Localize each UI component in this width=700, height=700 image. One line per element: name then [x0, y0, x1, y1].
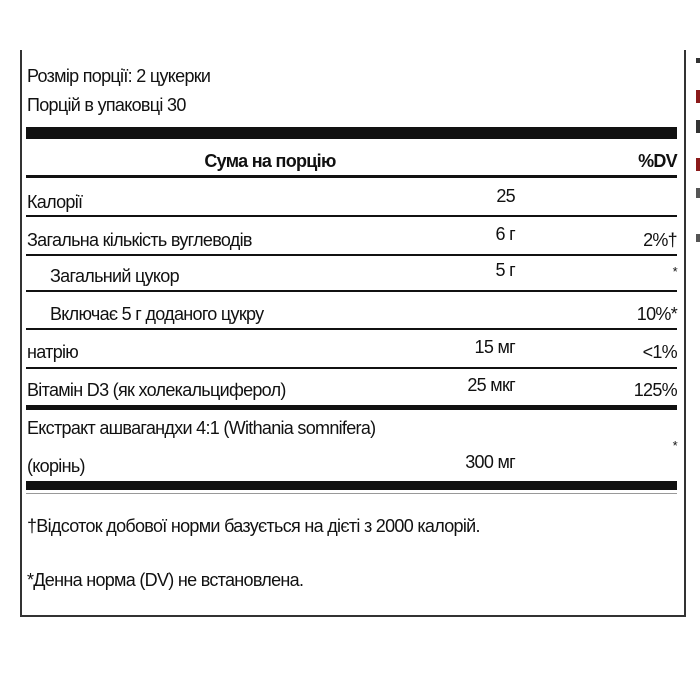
row-name: Калорії	[27, 192, 83, 212]
row-amount: 25 мкг	[467, 375, 515, 395]
row-dv: *	[672, 264, 677, 279]
footnote-dv-basis: †Відсоток добової норми базується на дієті з 2000 калорій.	[27, 516, 480, 536]
thick-divider	[26, 481, 677, 490]
row-name: Загальна кількість вуглеводів	[27, 230, 252, 250]
row-name: натрію	[27, 342, 79, 362]
servings-per-container: Порцій в упаковці 30	[27, 95, 186, 115]
cropped-text-fragment	[696, 188, 700, 198]
row-name: Включає 5 г доданого цукру	[50, 304, 264, 324]
row-amount: 25	[496, 186, 515, 206]
cropped-text-fragment	[696, 90, 700, 103]
cropped-text-fragment	[696, 158, 700, 171]
row-name: Вітамін D3 (як холекальциферол)	[27, 380, 286, 400]
row-dv: 125%	[633, 380, 677, 400]
cropped-text-fragment	[696, 234, 700, 242]
row-divider	[26, 215, 677, 217]
row-divider	[26, 367, 677, 369]
extract-name: Екстракт ашвагандхи 4:1 (Withania somnifera)	[27, 418, 376, 438]
extract-dv: *	[672, 438, 677, 453]
row-divider	[26, 254, 677, 256]
dv-header: %DV	[638, 151, 677, 171]
extract-name-line2: (корінь)	[27, 456, 85, 476]
row-divider	[26, 328, 677, 330]
serving-size: Розмір порції: 2 цукерки	[27, 66, 211, 86]
row-dv: 10%*	[636, 304, 677, 324]
extract-amount: 300 мг	[465, 452, 515, 472]
thick-divider	[26, 405, 677, 410]
row-amount: 5 г	[495, 260, 515, 280]
thick-divider	[26, 127, 677, 139]
cropped-text-fragment	[696, 58, 700, 63]
row-dv: <1%	[642, 342, 677, 362]
header-divider	[26, 175, 677, 178]
amount-per-serving-header: Сума на порцію	[204, 151, 336, 171]
cropped-text-fragment	[696, 120, 700, 133]
row-amount: 15 мг	[474, 337, 515, 357]
row-divider	[26, 290, 677, 292]
thin-divider	[26, 493, 677, 494]
row-dv: 2%†	[643, 230, 677, 250]
row-amount: 6 г	[495, 224, 515, 244]
row-name: Загальний цукор	[50, 266, 179, 286]
footnote-dv-not-established: *Денна норма (DV) не встановлена.	[27, 570, 304, 590]
